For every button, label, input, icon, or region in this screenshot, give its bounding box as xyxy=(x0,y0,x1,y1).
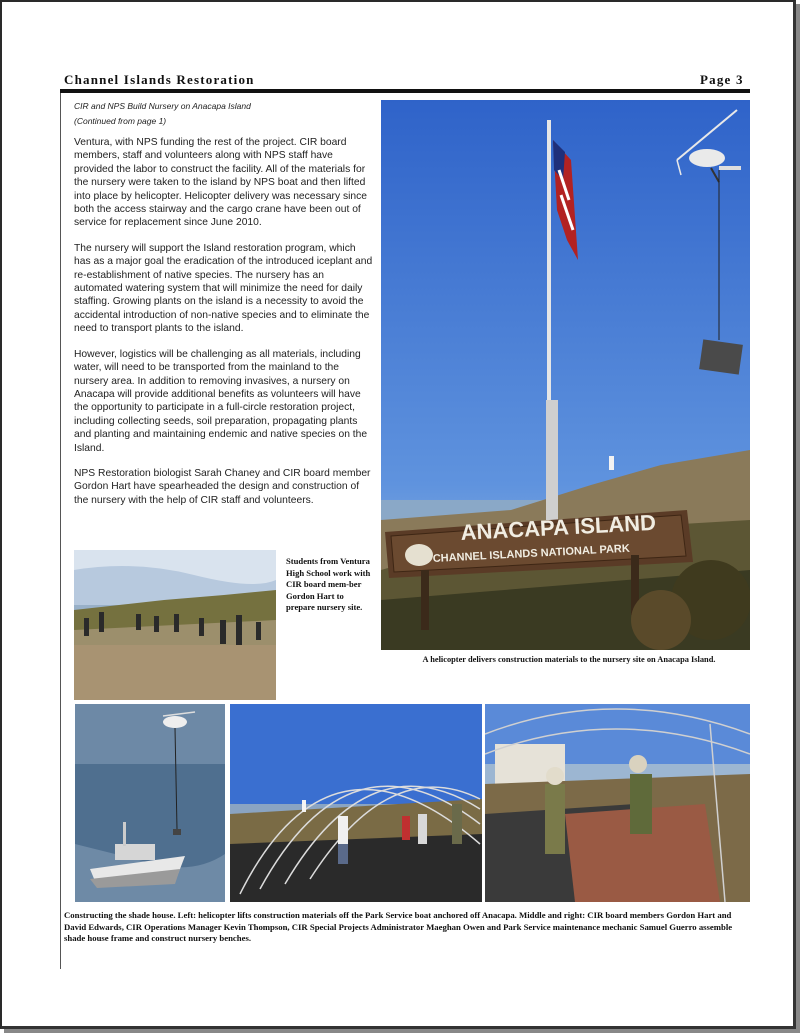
helicopter-photo xyxy=(381,100,750,650)
paragraph-1: Ventura, with NPS funding the rest of the project. CIR board members, staff and volunteers along with NPS staff have provided the labor to construct the facility. All of the materials for the nursery were taken to the island by NPS boat and then lifted into place by helicopter. Helicopter delivery was necessary since both the access stairway and the cargo crane have been out of service for replacement since June 2010. xyxy=(74,137,368,229)
nursery-benches-photo xyxy=(485,704,750,902)
article-kicker-title: CIR and NPS Build Nursery on Anacapa Island xyxy=(74,101,251,111)
article-body xyxy=(74,136,374,519)
sign-line-2: CHANNEL ISLANDS NATIONAL PARK xyxy=(432,542,631,565)
article-kicker-continued: (Continued from page 1) xyxy=(74,116,167,126)
students-caption: Students from Ventura High School work with CIR board mem-ber Gordon Hart to prepare nursery site. xyxy=(286,556,371,612)
paragraph-2: The nursery will support the Island restoration program, which has as a major goal the eradication of the introduced iceplant and re-establishment of native species. The nursery has an automated watering system that will minimize the need for daily staffing. Growing plants on the island is a necessity to avoid the accidental introduction of non-native species and to eliminate the need to transport plants to the island. xyxy=(74,242,373,335)
helicopter-caption: A helicopter delivers construction materials to the nursery site on Anacapa Island. xyxy=(422,655,716,664)
page-shadow-right xyxy=(796,4,800,1033)
page-shadow xyxy=(4,1029,800,1033)
boat-photo xyxy=(75,704,225,902)
left-margin-rule xyxy=(60,93,61,969)
paragraph-3: However, logistics will be challenging as all materials, including water, will need to be transported from the mainland to the nursery area. In addition to removing invasives, a nursery on Anacapa will provide additional benefits as volunteers will have the opportunity to participate in a full-circle restoration project, including collecting seeds, soil preparation, propagating plants and planting and maintaining endemic and native species on the Island. xyxy=(74,348,368,454)
header-rule xyxy=(60,89,750,93)
newsletter-title: Channel Islands Restoration xyxy=(64,72,255,87)
page-number: Page 3 xyxy=(700,72,744,87)
paragraph-4: NPS Restoration biologist Sarah Chaney and CIR board member Gordon Hart have spearheaded the design and construction of the nursery with the help of CIR staff and volunteers. xyxy=(74,467,371,506)
bottom-photos-caption: Constructing the shade house. Left: helicopter lifts construction materials off the Park Service boat anchored off Anacapa. Middle and right: CIR board members Gordon Hart and David Edwards, CIR Operations Manager Kevin Thompson, CIR Special Projects Administrator Maeghan Owen and Park Service maintenance mechanic Samuel Guerro assemble shade house frame and construct nursery benches. xyxy=(64,910,733,944)
students-photo xyxy=(74,550,276,700)
sign-line-1: ANACAPA ISLAND xyxy=(459,509,657,545)
shade-house-frame-photo xyxy=(230,704,482,902)
